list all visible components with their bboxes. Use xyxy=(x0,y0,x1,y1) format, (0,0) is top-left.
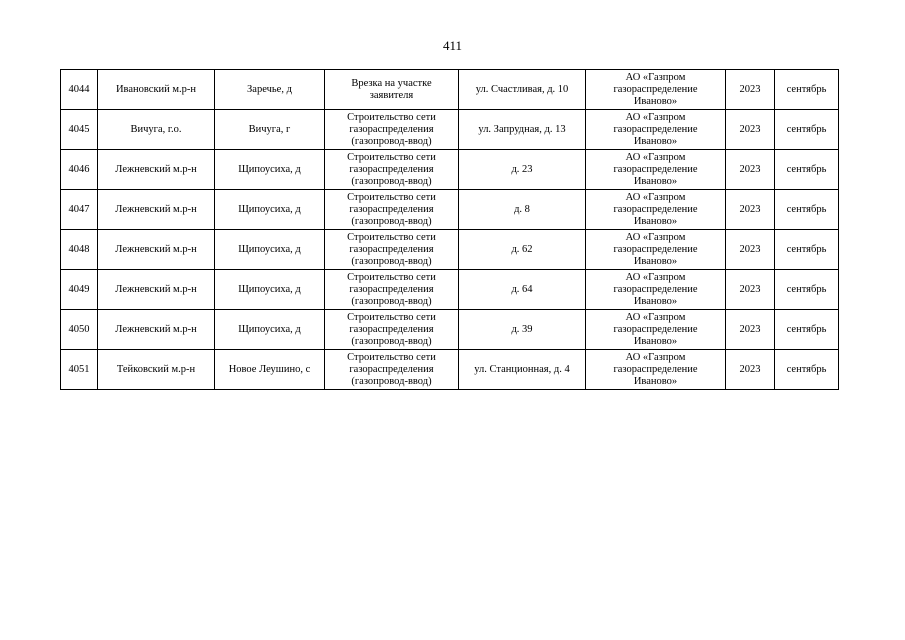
table-row xyxy=(61,110,839,150)
cell-organization xyxy=(586,350,726,390)
cell-work-type xyxy=(325,70,459,110)
cell-number: 4051 xyxy=(61,350,98,390)
cell-address: д. 39 xyxy=(459,310,586,350)
cell-month: сентябрь xyxy=(775,150,839,190)
cell-organization xyxy=(586,230,726,270)
org-line: Иваново» xyxy=(633,375,678,387)
cell-year: 2023 xyxy=(726,150,775,190)
cell-district: Лежневский м.р-н xyxy=(98,150,215,190)
cell-address: ул. Станционная, д. 4 xyxy=(459,350,586,390)
work-line: газораспределения xyxy=(349,323,434,335)
cell-organization xyxy=(586,310,726,350)
cell-locality: Заречье, д xyxy=(215,70,325,110)
cell-address: д. 8 xyxy=(459,190,586,230)
org-line: АО «Газпром xyxy=(625,191,686,203)
cell-number: 4044 xyxy=(61,70,98,110)
cell-month: сентябрь xyxy=(775,230,839,270)
org-line: АО «Газпром xyxy=(625,111,686,123)
org-line: АО «Газпром xyxy=(625,231,686,243)
cell-work-type xyxy=(325,270,459,310)
org-line: газораспределение xyxy=(613,123,698,135)
work-line: Строительство сети xyxy=(347,311,436,323)
cell-year: 2023 xyxy=(726,110,775,150)
table-row xyxy=(61,230,839,270)
org-line: газораспределение xyxy=(613,83,698,95)
work-line: (газопровод-ввод) xyxy=(351,255,432,267)
table-row xyxy=(61,310,839,350)
work-line: Строительство сети xyxy=(347,151,436,163)
work-line: Строительство сети xyxy=(347,231,436,243)
cell-month: сентябрь xyxy=(775,110,839,150)
cell-year: 2023 xyxy=(726,350,775,390)
cell-work-type xyxy=(325,310,459,350)
cell-year: 2023 xyxy=(726,270,775,310)
cell-month: сентябрь xyxy=(775,70,839,110)
gasification-table xyxy=(60,69,839,390)
work-line: газораспределения xyxy=(349,363,434,375)
table-body xyxy=(61,70,839,390)
cell-month: сентябрь xyxy=(775,190,839,230)
cell-address: ул. Запрудная, д. 13 xyxy=(459,110,586,150)
org-line: газораспределение xyxy=(613,163,698,175)
work-line: газораспределения xyxy=(349,163,434,175)
table-row xyxy=(61,270,839,310)
org-line: Иваново» xyxy=(633,175,678,187)
work-line: газораспределения xyxy=(349,123,434,135)
org-line: газораспределение xyxy=(613,203,698,215)
cell-number: 4047 xyxy=(61,190,98,230)
cell-organization xyxy=(586,110,726,150)
cell-locality: Щипоусиха, д xyxy=(215,150,325,190)
work-line: Строительство сети xyxy=(347,191,436,203)
cell-district: Лежневский м.р-н xyxy=(98,190,215,230)
work-line: газораспределения xyxy=(349,203,434,215)
work-line: (газопровод-ввод) xyxy=(351,175,432,187)
cell-number: 4048 xyxy=(61,230,98,270)
cell-locality: Щипоусиха, д xyxy=(215,310,325,350)
org-line: Иваново» xyxy=(633,95,678,107)
cell-work-type xyxy=(325,350,459,390)
cell-work-type xyxy=(325,110,459,150)
org-line: АО «Газпром xyxy=(625,311,686,323)
table-row xyxy=(61,350,839,390)
cell-year: 2023 xyxy=(726,190,775,230)
org-line: газораспределение xyxy=(613,283,698,295)
page-number: 411 xyxy=(442,38,463,53)
work-line: (газопровод-ввод) xyxy=(351,375,432,387)
work-line: Врезка на участке xyxy=(351,77,432,89)
cell-locality: Щипоусиха, д xyxy=(215,270,325,310)
cell-month: сентябрь xyxy=(775,350,839,390)
org-line: газораспределение xyxy=(613,323,698,335)
table-row xyxy=(61,190,839,230)
org-line: АО «Газпром xyxy=(625,71,686,83)
cell-district: Лежневский м.р-н xyxy=(98,270,215,310)
cell-organization xyxy=(586,270,726,310)
cell-work-type xyxy=(325,190,459,230)
cell-locality: Новое Леушино, с xyxy=(215,350,325,390)
cell-number: 4049 xyxy=(61,270,98,310)
work-line: (газопровод-ввод) xyxy=(351,215,432,227)
cell-address: д. 64 xyxy=(459,270,586,310)
cell-year: 2023 xyxy=(726,230,775,270)
org-line: АО «Газпром xyxy=(625,271,686,283)
cell-locality: Щипоусиха, д xyxy=(215,190,325,230)
cell-address: д. 23 xyxy=(459,150,586,190)
org-line: газораспределение xyxy=(613,243,698,255)
work-line: Строительство сети xyxy=(347,351,436,363)
cell-number: 4050 xyxy=(61,310,98,350)
cell-organization xyxy=(586,150,726,190)
table-row xyxy=(61,150,839,190)
cell-month: сентябрь xyxy=(775,270,839,310)
org-line: АО «Газпром xyxy=(625,151,686,163)
table-row xyxy=(61,70,839,110)
cell-number: 4046 xyxy=(61,150,98,190)
work-line: газораспределения xyxy=(349,283,434,295)
work-line: Строительство сети xyxy=(347,111,436,123)
work-line: Строительство сети xyxy=(347,271,436,283)
cell-number: 4045 xyxy=(61,110,98,150)
cell-organization xyxy=(586,70,726,110)
work-line: (газопровод-ввод) xyxy=(351,135,432,147)
cell-district: Лежневский м.р-н xyxy=(98,310,215,350)
work-line: (газопровод-ввод) xyxy=(351,335,432,347)
cell-month: сентябрь xyxy=(775,310,839,350)
org-line: Иваново» xyxy=(633,135,678,147)
org-line: Иваново» xyxy=(633,215,678,227)
cell-locality: Вичуга, г xyxy=(215,110,325,150)
org-line: газораспределение xyxy=(613,363,698,375)
cell-district: Тейковский м.р-н xyxy=(98,350,215,390)
org-line: Иваново» xyxy=(633,255,678,267)
cell-work-type xyxy=(325,230,459,270)
org-line: АО «Газпром xyxy=(625,351,686,363)
work-line: (газопровод-ввод) xyxy=(351,295,432,307)
cell-year: 2023 xyxy=(726,70,775,110)
cell-locality: Щипоусиха, д xyxy=(215,230,325,270)
cell-year: 2023 xyxy=(726,310,775,350)
cell-district: Ивановский м.р-н xyxy=(98,70,215,110)
org-line: Иваново» xyxy=(633,335,678,347)
cell-address: д. 62 xyxy=(459,230,586,270)
cell-district: Вичуга, г.о. xyxy=(98,110,215,150)
cell-work-type xyxy=(325,150,459,190)
cell-organization xyxy=(586,190,726,230)
org-line: Иваново» xyxy=(633,295,678,307)
work-line: заявителя xyxy=(369,89,414,101)
cell-address: ул. Счастливая, д. 10 xyxy=(459,70,586,110)
work-line: газораспределения xyxy=(349,243,434,255)
cell-district: Лежневский м.р-н xyxy=(98,230,215,270)
